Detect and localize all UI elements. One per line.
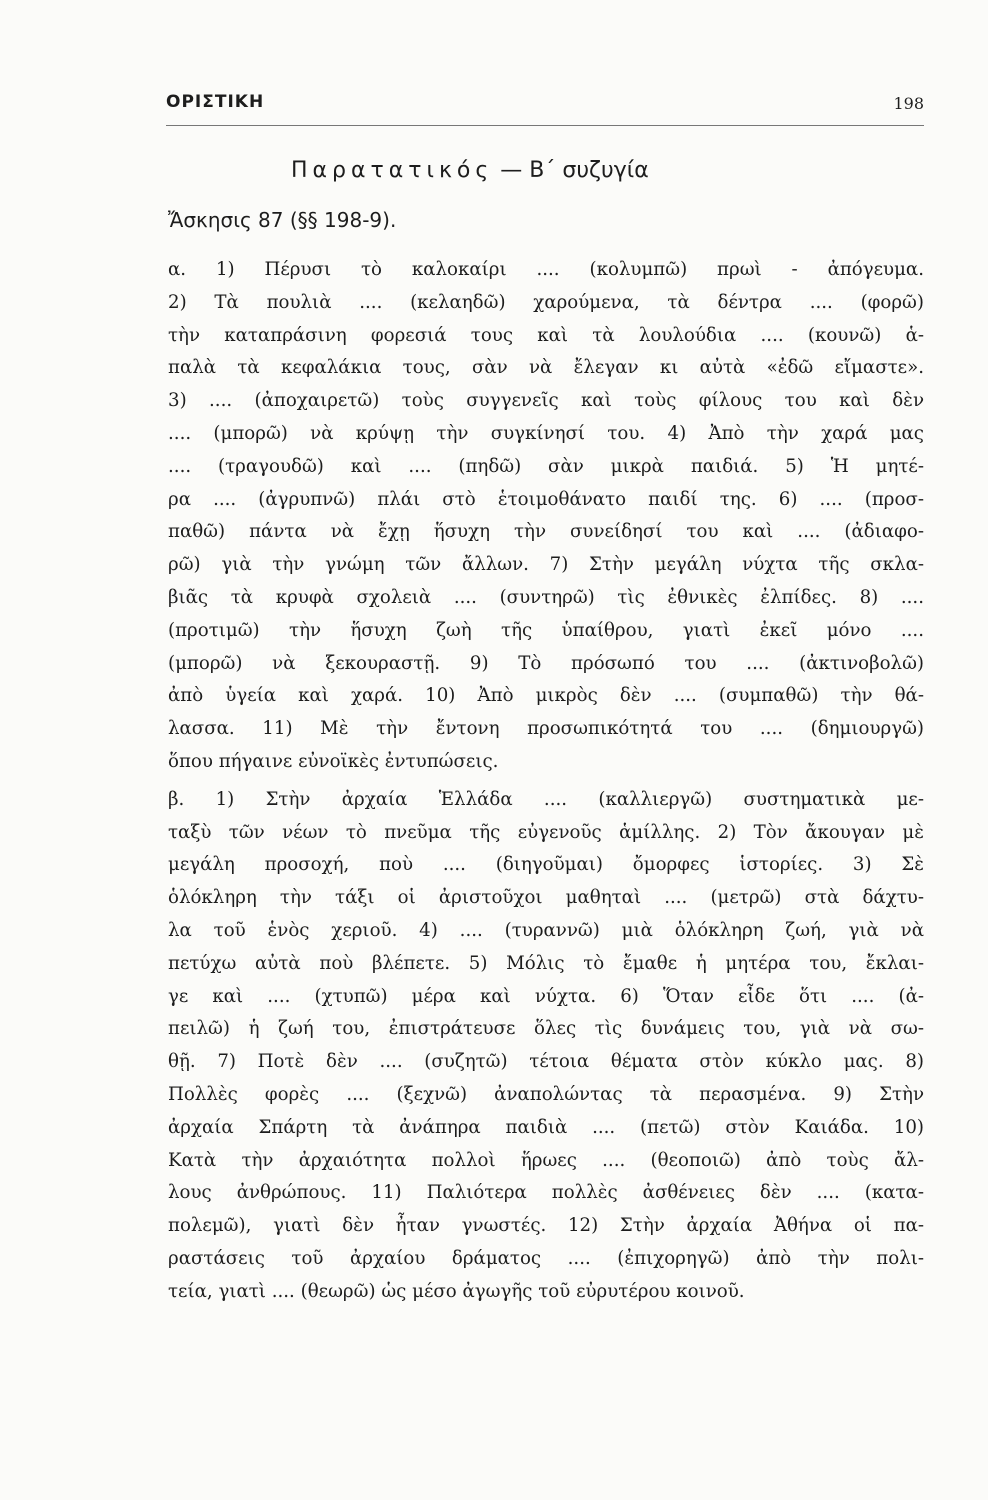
text-line: ραστάσεις τοῦ ἀρχαίου δράματος .... (ἐπιχορηγῶ) ἀπὸ τὴν πολι- bbox=[168, 1247, 924, 1269]
text-line: ἀπὸ ὑγεία καὶ χαρά. 10) Ἀπὸ μικρὸς δὲν .... (συμπαθῶ) τὴν θά- bbox=[168, 685, 924, 707]
text-line: .... (τραγουδῶ) καὶ .... (πηδῶ) σὰν μικρὰ παιδιά. 5) Ἡ μητέ- bbox=[168, 455, 924, 477]
text-line: παθῶ) πάντα νὰ ἔχῃ ἥσυχη τὴν συνείδησί του καὶ .... (ἀδιαφο- bbox=[168, 521, 924, 543]
text-line: Πολλὲς φορὲς .... (ξεχνῶ) ἀναπολώντας τὰ περασμένα. 9) Στὴν bbox=[168, 1083, 924, 1105]
text-line: (προτιμῶ) τὴν ἥσυχη ζωὴ τῆς ὑπαίθρου, γιατὶ ἐκεῖ μόνο .... bbox=[168, 619, 924, 641]
text-line: Κατὰ τὴν ἀρχαιότητα πολλοὶ ἥρωες .... (θεοποιῶ) ἀπὸ τοὺς ἄλ- bbox=[168, 1149, 924, 1171]
text-line: 3) .... (ἀποχαιρετῶ) τοὺς συγγενεῖς καὶ τοὺς φίλους του καὶ δὲν bbox=[168, 390, 924, 412]
header-rule bbox=[166, 125, 924, 126]
text-line: τὴν καταπράσινη φορεσιά τους καὶ τὰ λουλούδια .... (κουνῶ) ἁ- bbox=[168, 324, 924, 346]
page-header bbox=[166, 92, 924, 122]
text-line: (μπορῶ) νὰ ξεκουραστῇ. 9) Τὸ πρόσωπό του .... (ἀκτινοβολῶ) bbox=[168, 652, 924, 674]
text-line: α. 1) Πέρυσι τὸ καλοκαίρι .... (κολυμπῶ) πρωὶ - ἀπόγευμα. bbox=[168, 259, 924, 280]
part-b bbox=[168, 784, 924, 1309]
running-title: ΟΡΙΣΤΙΚΗ bbox=[166, 92, 265, 112]
text-line: παλὰ τὰ κεφαλάκια τους, σὰν νὰ ἔλεγαν κι αὐτὰ «ἐδῶ εἴμαστε». bbox=[168, 357, 924, 379]
text-line: λα τοῦ ἑνὸς χεριοῦ. 4) .... (τυραννῶ) μιὰ ὁλόκληρη ζωή, γιὰ νὰ bbox=[168, 919, 924, 941]
exercise-heading: Ἄσκησις 87 (§§ 198-9). bbox=[168, 208, 397, 232]
text-line: ὁλόκληρη τὴν τάξι οἱ ἀριστοῦχοι μαθηταὶ .... (μετρῶ) στὰ δάχτυ- bbox=[168, 887, 924, 909]
part-a bbox=[168, 254, 924, 779]
text-line: πετύχω αὐτὰ ποὺ βλέπετε. 5) Μόλις τὸ ἔμαθε ἡ μητέρα του, ἔκλαι- bbox=[168, 952, 924, 974]
section-title-spaced: Παρατατικός bbox=[291, 158, 494, 183]
text-line: ρα .... (ἀγρυπνῶ) πλάι στὸ ἑτοιμοθάνατο παιδί της. 6) .... (προσ- bbox=[168, 488, 924, 510]
text-line: πολεμῶ), γιατὶ δὲν ἦταν γνωστές. 12) Στὴν ἀρχαία Ἀθήνα οἱ πα- bbox=[168, 1215, 924, 1237]
text-line: ρῶ) γιὰ τὴν γνώμη τῶν ἄλλων. 7) Στὴν μεγάλη νύχτα τῆς σκλα- bbox=[168, 554, 924, 576]
section-title-rest: — Β΄ συζυγία bbox=[500, 158, 649, 183]
text-line: λους ἀνθρώπους. 11) Παλιότερα πολλὲς ἀσθένειες δὲν .... (κατα- bbox=[168, 1182, 924, 1204]
text-line: ταξὺ τῶν νέων τὸ πνεῦμα τῆς εὐγενοῦς ἁμίλλης. 2) Τὸν ἄκουγαν μὲ bbox=[168, 821, 924, 843]
section-title bbox=[291, 158, 649, 183]
text-line: γε καὶ .... (χτυπῶ) μέρα καὶ νύχτα. 6) Ὅταν εἶδε ὅτι .... (ἀ- bbox=[168, 985, 924, 1007]
text-line: μεγάλη προσοχή, ποὺ .... (διηγοῦμαι) ὄμορφες ἱστορίες. 3) Σὲ bbox=[168, 854, 924, 876]
page-number: 198 bbox=[893, 94, 924, 113]
text-line: ἀρχαία Σπάρτη τὰ ἀνάπηρα παιδιὰ .... (πετῶ) στὸν Καιάδα. 10) bbox=[168, 1116, 924, 1138]
text-line: τεία, γιατὶ .... (θεωρῶ) ὡς μέσο ἀγωγῆς τοῦ εὐρυτέρου κοινοῦ. bbox=[168, 1280, 745, 1302]
text-line: θῇ. 7) Ποτὲ δὲν .... (συζητῶ) τέτοια θέματα στὸν κύκλο μας. 8) bbox=[168, 1051, 924, 1073]
text-line: β. 1) Στὴν ἀρχαία Ἑλλάδα .... (καλλιεργῶ) συστηματικὰ με- bbox=[168, 788, 924, 810]
text-line: .... (μπορῶ) νὰ κρύψῃ τὴν συγκίνησί του. 4) Ἀπὸ τὴν χαρά μας bbox=[168, 422, 924, 444]
text-line: λασσα. 11) Μὲ τὴν ἔντονη προσωπικότητά του .... (δημιουργῶ) bbox=[168, 718, 924, 740]
exercise-body bbox=[168, 254, 924, 1309]
text-line: 2) Τὰ πουλιὰ .... (κελαηδῶ) χαρούμενα, τὰ δέντρα .... (φορῶ) bbox=[168, 291, 924, 313]
text-line: ὅπου πήγαινε εὐνοϊκὲς ἐντυπώσεις. bbox=[168, 750, 499, 772]
text-line: βιᾶς τὰ κρυφὰ σχολειὰ .... (συντηρῶ) τὶς ἐθνικὲς ἐλπίδες. 8) .... bbox=[168, 586, 924, 608]
text-line: πειλῶ) ἡ ζωή του, ἐπιστράτευσε ὅλες τὶς δυνάμεις του, γιὰ νὰ σω- bbox=[168, 1018, 924, 1040]
